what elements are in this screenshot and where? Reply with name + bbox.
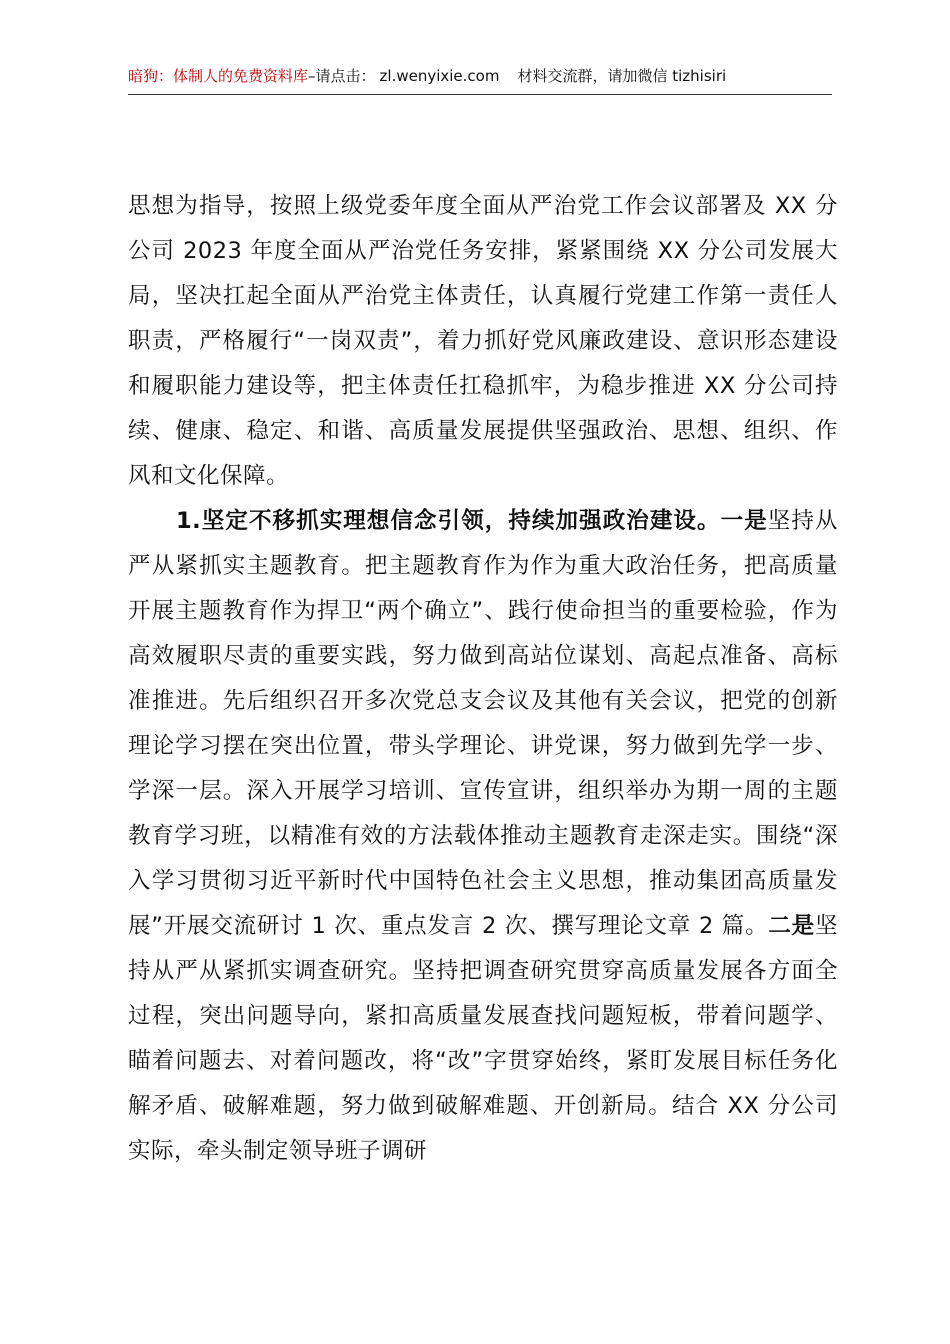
item-text-first: 坚持从严从紧抓实主题教育。把主题教育作为作为重大政治任务，把高质量开展主题教育作为捍卫“两个确立”、践行使命担当的重要检验，作为高效履职尽责的重要实践，努力做到高站位谋划、高起点准备、高标准推进。先后组织召开多次党总支会议及其他有关会议，把党的创新理论学习摆在突出位置，带头学理论、讲党课，努力做到先学一步、学深一层。深入开展学习培训、宣传宣讲，组织举办为期一周的主题教育学习班，以精准有效的方法载体推动主题教育走深走实。围绕“深入学习贯彻习近平新时代中国特色社会主义思想，推动集团高质量发展”开展交流研讨 1 次、重点发言 2 次、撰写理论文章 2 篇。 <box>128 508 838 939</box>
page-header <box>128 66 832 86</box>
header-divider <box>128 94 832 95</box>
item-marker-second: 二是 <box>768 913 815 939</box>
paragraph-intro: 思想为指导，按照上级党委年度全面从严治党工作会议部署及 XX 分公司 2023 年度全面从严治党任务安排，紧紧围绕 XX 分公司发展大局，坚决扛起全面从严治党主体责任，认真履行党建工作第一责任人职责，严格履行“一岗双责”，着力抓好党风廉政建设、意识形态建设和履职能力建设等，把主体责任扛稳抓牢，为稳步推进 XX 分公司持续、健康、稳定、和谐、高质量发展提供坚强政治、思想、组织、作风和文化保障。 <box>128 193 838 489</box>
item-text-second: 坚持从严从紧抓实调查研究。坚持把调查研究贯穿高质量发展各方面全过程，突出问题导向，紧扣高质量发展查找问题短板，带着问题学、瞄着问题去、对着问题改，将“改”字贯穿始终，紧盯发展目标任务化解矛盾、破解难题，努力做到破解难题、开创新局。结合 XX 分公司实际，牵头制定领导班子调研 <box>128 913 838 1164</box>
header-wechat-note: 材料交流群，请加微信 tizhisiri <box>517 67 727 85</box>
document-body <box>128 184 838 1174</box>
paragraph-political-building <box>128 499 838 1174</box>
header-site-name: 暗狗：体制人的免费资料库 <box>128 67 309 85</box>
header-separator: –请点击： <box>308 67 376 85</box>
item-marker-first: 一是 <box>720 508 768 534</box>
section-heading: 1.坚定不移抓实理想信念引领，持续加强政治建设。 <box>176 508 721 534</box>
header-url-link[interactable]: zl.wenyixie.com <box>379 67 500 85</box>
